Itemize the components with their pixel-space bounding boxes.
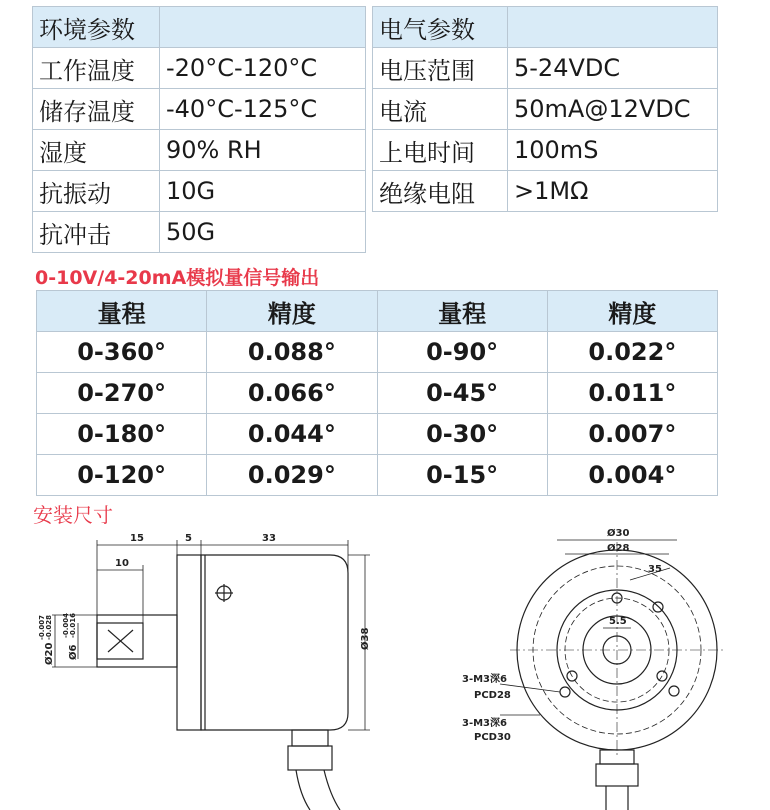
environment-header-empty [160, 7, 366, 48]
table-row [373, 171, 718, 212]
elec-label: 上电时间 [373, 130, 508, 171]
header-range: 量程 [37, 291, 207, 332]
dim-10: 10 [115, 558, 129, 569]
table-row [33, 130, 366, 171]
env-value: 90% RH [160, 130, 366, 171]
elec-label: 绝缘电阻 [373, 171, 508, 212]
env-value: -40°C-125°C [160, 89, 366, 130]
table-row [37, 414, 718, 455]
table-row [373, 48, 718, 89]
range-cell: 0-45° [377, 373, 547, 414]
dim-28: Ø28 [607, 543, 630, 554]
range-cell: 0-30° [377, 414, 547, 455]
environment-table [32, 6, 366, 253]
accuracy-cell: 0.066° [207, 373, 377, 414]
accuracy-cell: 0.044° [207, 414, 377, 455]
table-row [37, 455, 718, 496]
accuracy-cell: 0.029° [207, 455, 377, 496]
range-cell: 0-270° [37, 373, 207, 414]
range-cell: 0-360° [37, 332, 207, 373]
installation-title: 安装尺寸 [33, 503, 113, 527]
env-value: 10G [160, 171, 366, 212]
accuracy-cell: 0.022° [547, 332, 717, 373]
table-row [373, 89, 718, 130]
dim-20-tol-upper: -0.007 [38, 614, 46, 640]
elec-value: 50mA@12VDC [508, 89, 718, 130]
accuracy-table [36, 290, 718, 496]
accuracy-header-row [37, 291, 718, 332]
dim-5: 5 [185, 533, 192, 544]
dim-38: Ø38 [360, 627, 371, 650]
dim-6-tol-upper: -0.004 [62, 612, 70, 638]
header-accuracy: 精度 [547, 291, 717, 332]
table-row [37, 332, 718, 373]
electrical-header: 电气参数 [373, 7, 508, 48]
accuracy-cell: 0.007° [547, 414, 717, 455]
encoder-body [201, 555, 348, 730]
dim-6-tol-lower: -0.016 [69, 612, 77, 638]
hole1-pcd: PCD28 [474, 690, 511, 701]
mount-hole-icon [560, 687, 570, 697]
electrical-header-row [373, 7, 718, 48]
header-range: 量程 [377, 291, 547, 332]
elec-value: 5-24VDC [508, 48, 718, 89]
accuracy-cell: 0.004° [547, 455, 717, 496]
electrical-table [372, 6, 718, 212]
env-value: -20°C-120°C [160, 48, 366, 89]
table-row [37, 373, 718, 414]
hole2-label: 3-M3深6 [462, 718, 507, 729]
env-label: 抗振动 [33, 171, 160, 212]
elec-label: 电流 [373, 89, 508, 130]
dim-5-5: 5.5 [609, 616, 627, 627]
elec-value: 100mS [508, 130, 718, 171]
accuracy-cell: 0.088° [207, 332, 377, 373]
environment-header: 环境参数 [33, 7, 160, 48]
table-row [33, 171, 366, 212]
dim-15: 15 [130, 533, 144, 544]
electrical-header-empty [508, 7, 718, 48]
dim-30: Ø30 [607, 528, 630, 539]
range-cell: 0-180° [37, 414, 207, 455]
range-cell: 0-120° [37, 455, 207, 496]
cable-gland [292, 730, 328, 746]
env-value: 50G [160, 212, 366, 253]
elec-value: >1MΩ [508, 171, 718, 212]
range-cell: 0-15° [377, 455, 547, 496]
dim-35: 35 [648, 564, 662, 575]
range-cell: 0-90° [377, 332, 547, 373]
dim-20: Ø20 [44, 642, 55, 665]
side-view-drawing [30, 525, 390, 810]
dim-33: 33 [262, 533, 276, 544]
table-row [373, 130, 718, 171]
hole2-pcd: PCD30 [474, 732, 511, 743]
header-accuracy: 精度 [207, 291, 377, 332]
table-row [33, 89, 366, 130]
environment-header-row [33, 7, 366, 48]
env-label: 抗冲击 [33, 212, 160, 253]
env-label: 储存温度 [33, 89, 160, 130]
table-row [33, 48, 366, 89]
dim-6: Ø6 [68, 644, 79, 660]
dim-20-tol-lower: -0.028 [45, 614, 53, 640]
env-label: 湿度 [33, 130, 160, 171]
analog-output-title: 0-10V/4-20mA模拟量信号输出 [35, 267, 320, 289]
mount-hole-icon [669, 686, 679, 696]
table-row [33, 212, 366, 253]
elec-label: 电压范围 [373, 48, 508, 89]
flange [177, 555, 201, 730]
hole1-label: 3-M3深6 [462, 674, 507, 685]
env-label: 工作温度 [33, 48, 160, 89]
accuracy-cell: 0.011° [547, 373, 717, 414]
front-view-drawing [460, 520, 765, 810]
